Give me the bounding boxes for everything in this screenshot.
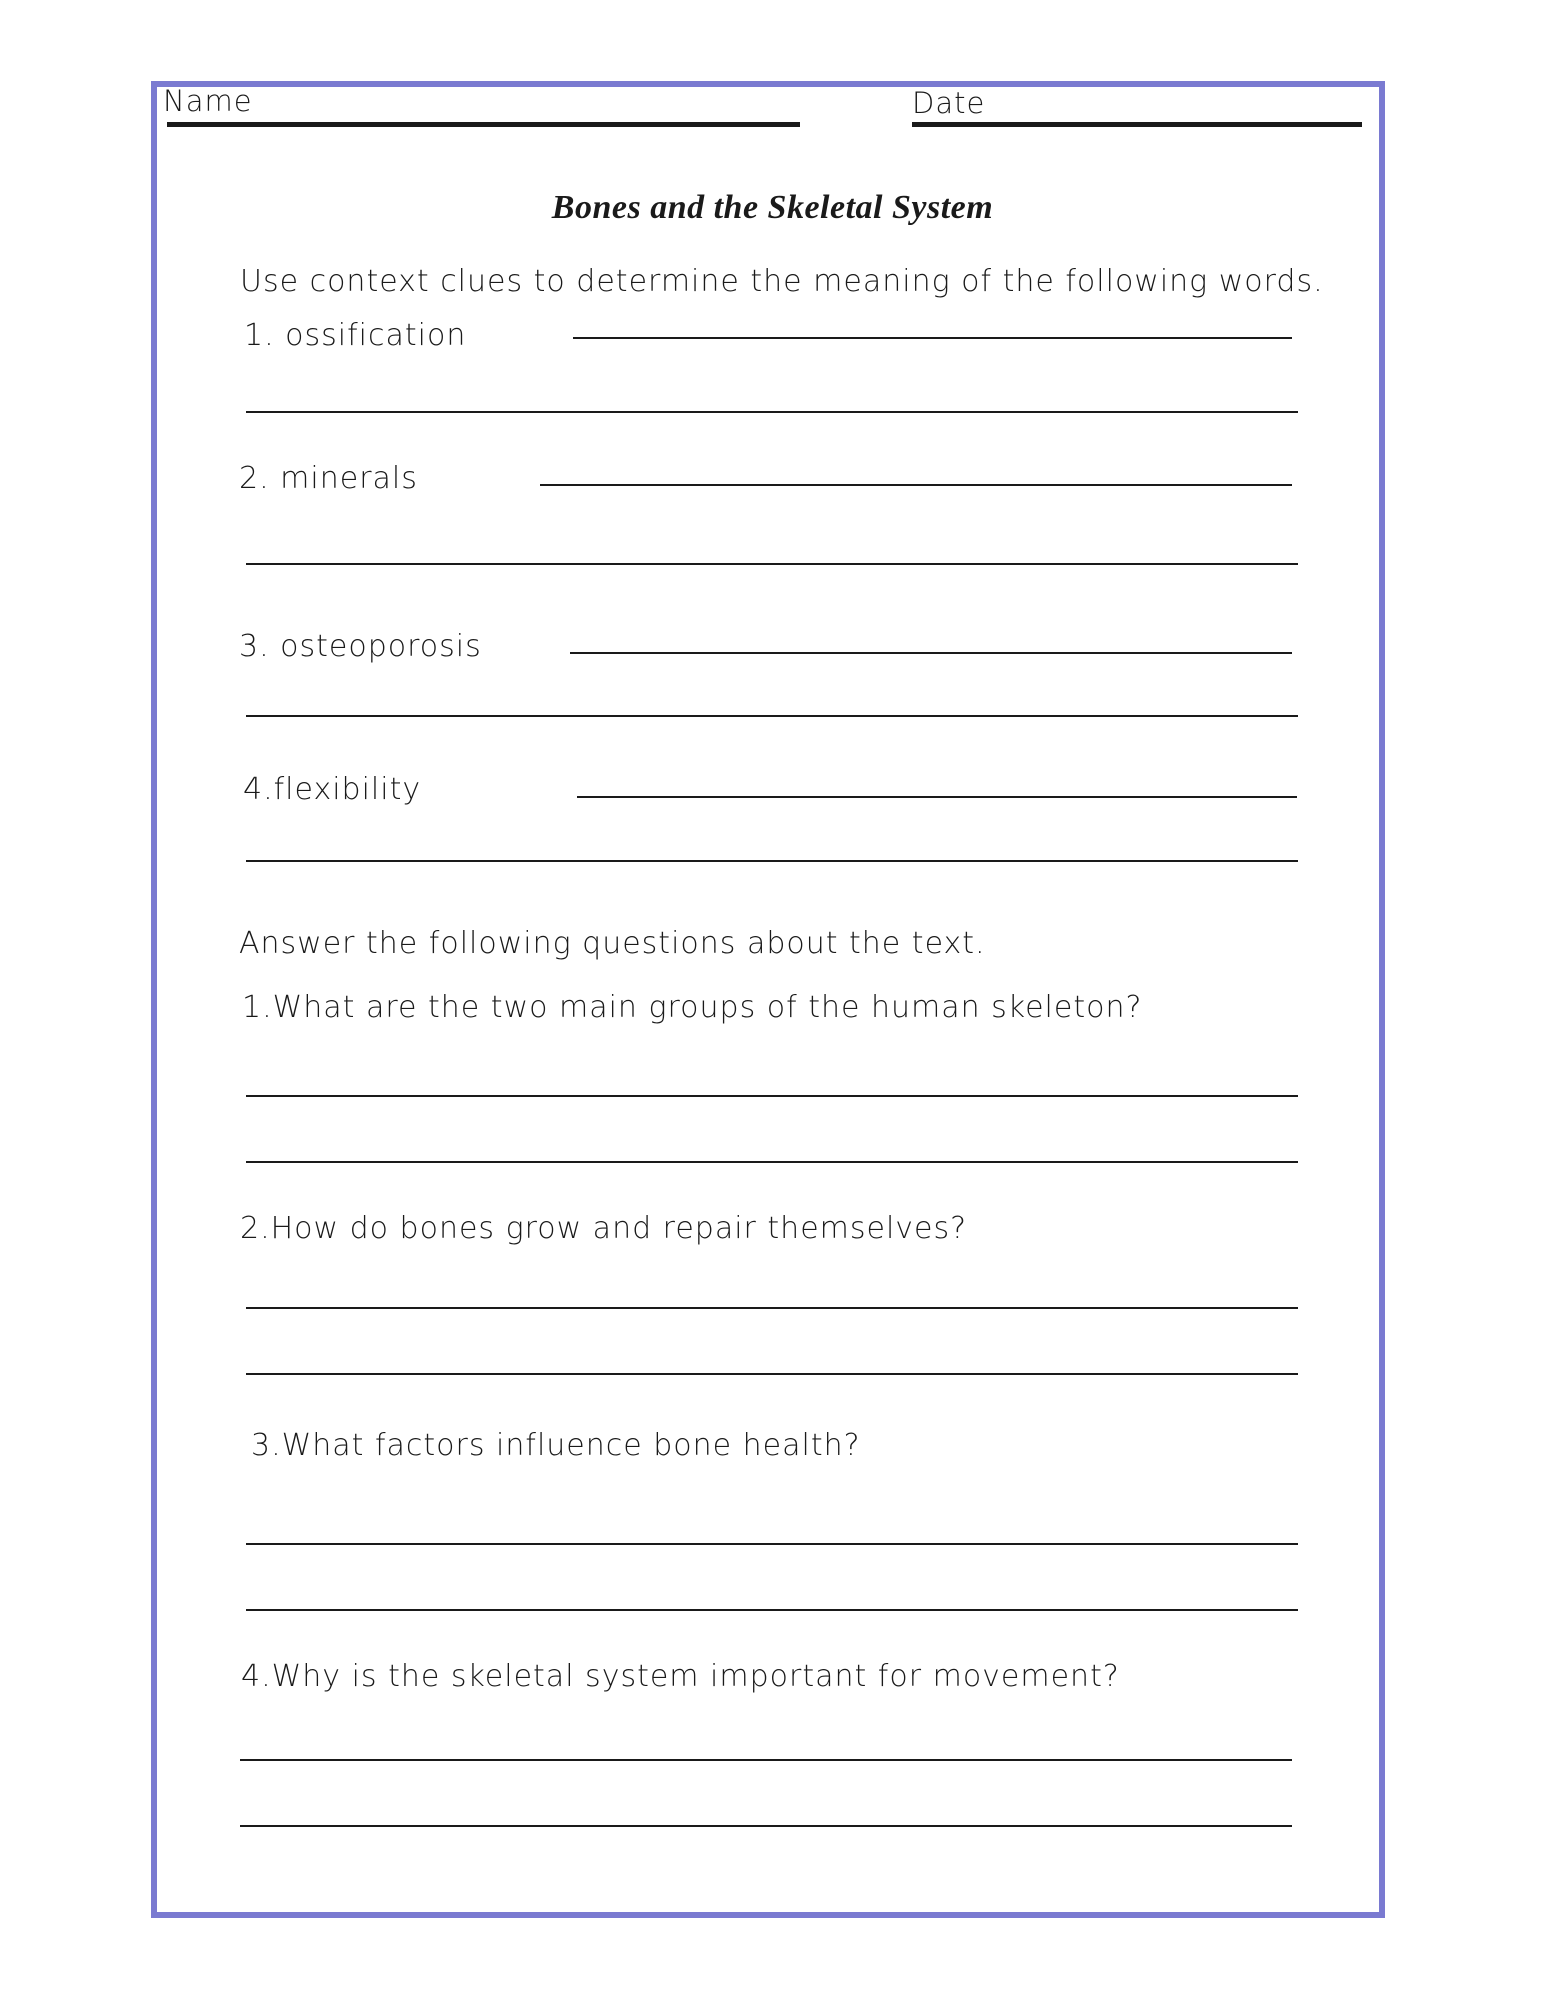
- name-answer-line[interactable]: [167, 122, 800, 127]
- name-label: Name: [163, 84, 253, 118]
- vocab-answer-line[interactable]: [577, 796, 1297, 798]
- date-answer-line[interactable]: [912, 122, 1362, 127]
- date-label: Date: [912, 86, 986, 120]
- vocabulary-instruction: Use context clues to determine the meaning of the following words.: [240, 264, 1324, 299]
- question-answer-line[interactable]: [240, 1759, 1292, 1761]
- question-2: 2.How do bones grow and repair themselves?: [240, 1211, 968, 1246]
- vocab-answer-line[interactable]: [540, 484, 1292, 486]
- question-answer-line[interactable]: [246, 1609, 1298, 1611]
- vocab-word-minerals: 2. minerals: [239, 461, 418, 496]
- vocab-answer-line[interactable]: [246, 715, 1298, 717]
- vocab-answer-line[interactable]: [570, 652, 1292, 654]
- vocab-answer-line[interactable]: [246, 411, 1298, 413]
- question-answer-line[interactable]: [246, 1095, 1298, 1097]
- question-answer-line[interactable]: [240, 1825, 1292, 1827]
- vocab-answer-line[interactable]: [573, 337, 1292, 339]
- question-1: 1.What are the two main groups of the human skeleton?: [242, 990, 1143, 1025]
- question-4: 4.Why is the skeletal system important for movement?: [241, 1659, 1120, 1694]
- worksheet-title: Bones and the Skeletal System: [551, 189, 994, 226]
- question-answer-line[interactable]: [246, 1373, 1298, 1375]
- vocab-word-flexibility: 4.flexibility: [243, 772, 422, 807]
- vocab-answer-line[interactable]: [246, 563, 1298, 565]
- question-answer-line[interactable]: [246, 1161, 1298, 1163]
- question-answer-line[interactable]: [246, 1543, 1298, 1545]
- vocab-word-osteoporosis: 3. osteoporosis: [239, 629, 482, 664]
- vocab-answer-line[interactable]: [246, 860, 1298, 862]
- question-answer-line[interactable]: [246, 1307, 1298, 1309]
- vocab-word-ossification: 1. ossification: [244, 318, 467, 353]
- questions-instruction: Answer the following questions about the text.: [239, 926, 986, 961]
- question-3: 3.What factors influence bone health?: [251, 1428, 861, 1463]
